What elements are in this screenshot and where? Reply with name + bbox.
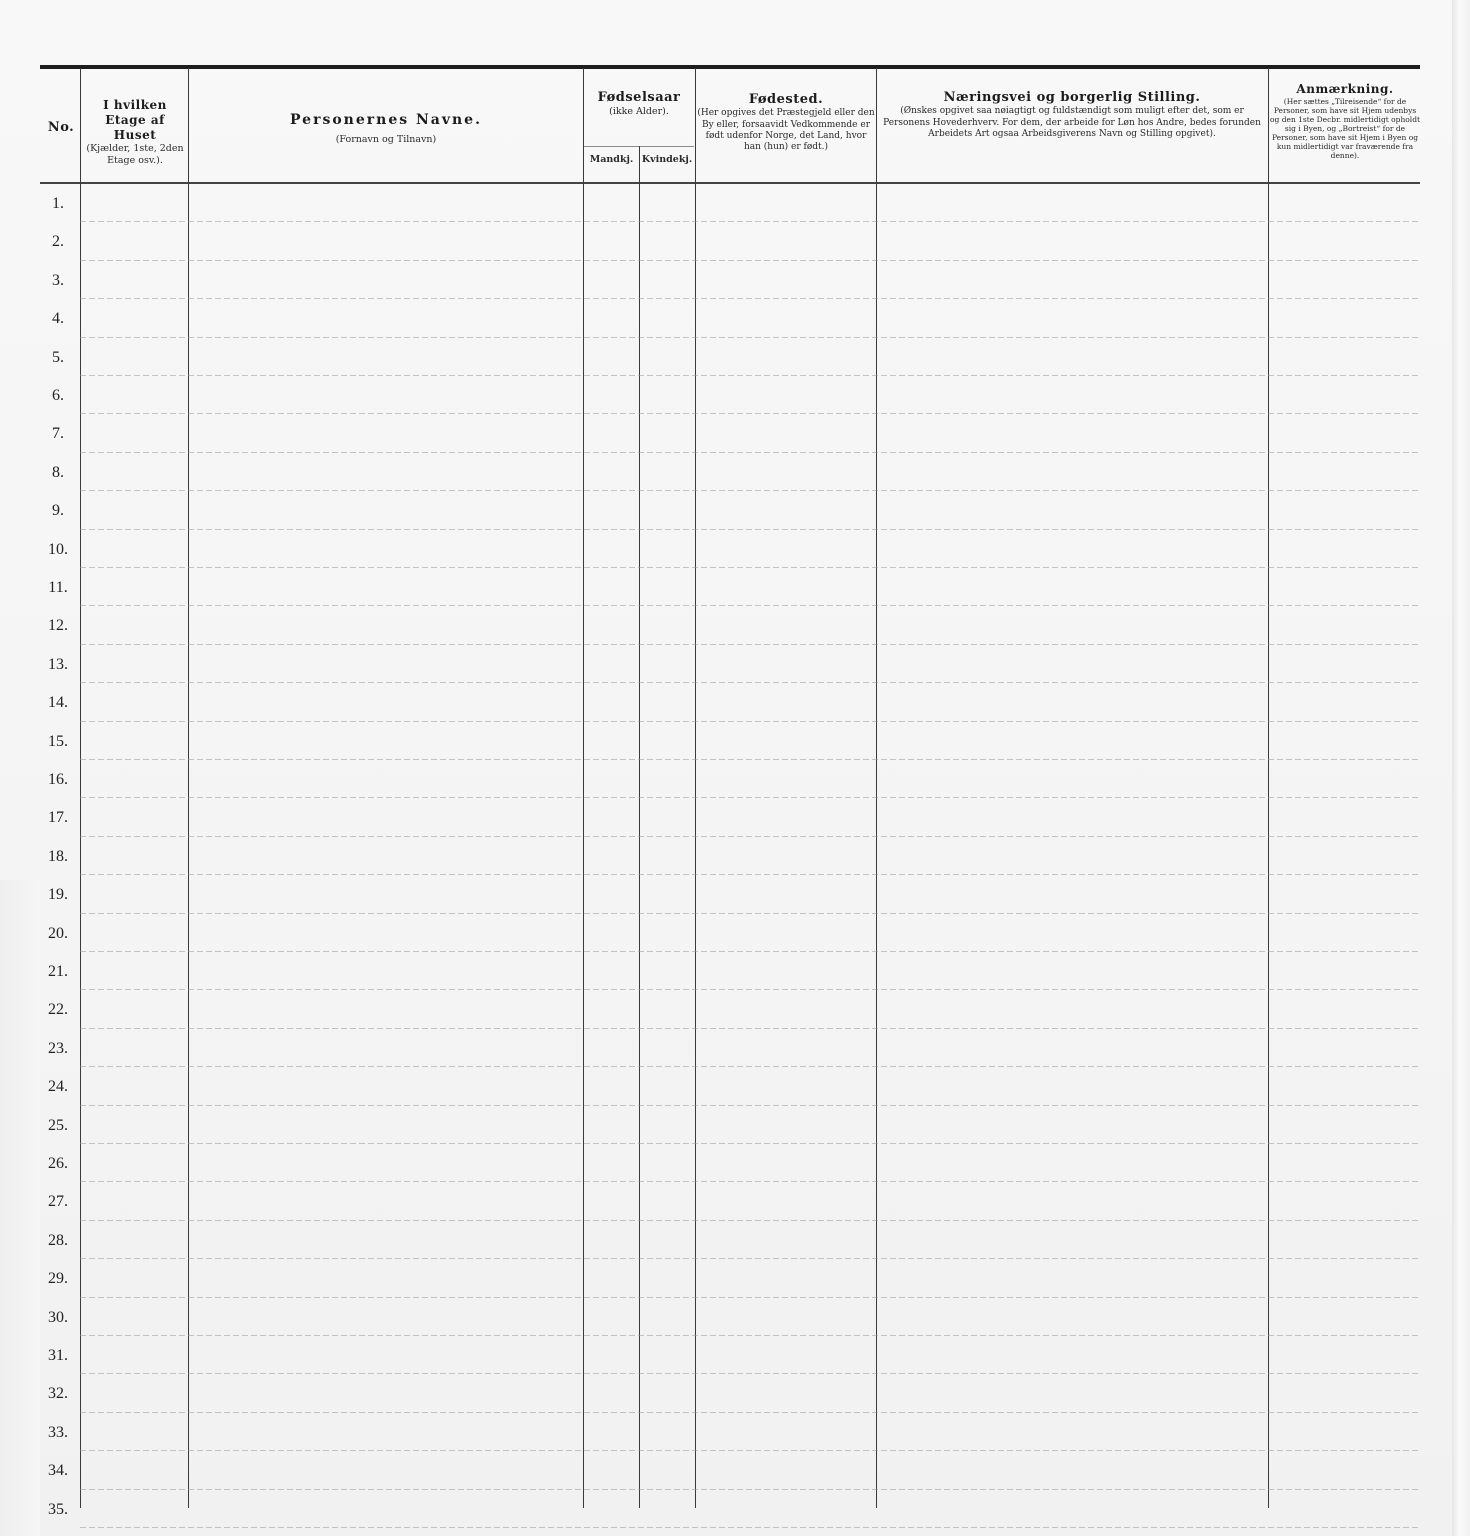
row-number: 15.	[48, 732, 68, 750]
row-rule	[80, 529, 1418, 530]
row-number: 10.	[48, 540, 68, 558]
row-number: 1.	[52, 195, 64, 212]
row-rule	[80, 298, 1418, 299]
row-rule	[80, 951, 1418, 952]
row-number: 3.	[52, 271, 64, 289]
row-rule	[80, 490, 1418, 491]
row-number: 13.	[48, 655, 68, 673]
row-rule	[80, 1297, 1418, 1298]
col-divider-no	[80, 68, 81, 1508]
row-rule	[80, 605, 1418, 606]
paper-left-edge	[0, 880, 40, 1536]
row-rule	[80, 874, 1418, 875]
row-rule	[80, 567, 1418, 568]
row-number: 18.	[48, 847, 68, 865]
col-divider-kvindekj	[695, 68, 696, 1508]
row-rule	[80, 337, 1418, 338]
header-fodselsaar	[584, 90, 694, 118]
header-fodselsaar-title: Fødselsaar	[597, 90, 681, 105]
row-number: 11.	[48, 579, 68, 596]
row-rule	[80, 759, 1418, 760]
header-anmaerkning	[1270, 82, 1420, 160]
row-number: 28.	[48, 1231, 68, 1249]
row-number: 7.	[52, 425, 64, 443]
header-fodested-sub: (Her opgives det Præstegjeld eller den By eller, forsaavidt Vedkommende er født udenfor Norge, det Land, hvor han (hun) er født.)	[697, 108, 875, 152]
row-number: 33.	[48, 1423, 68, 1441]
row-rule	[80, 1143, 1418, 1144]
row-rule	[80, 1028, 1418, 1029]
row-rule	[80, 1450, 1418, 1451]
row-number: 8.	[52, 463, 64, 481]
row-number: 20.	[48, 924, 68, 942]
header-fodselsaar-sub: (ikke Alder).	[609, 106, 669, 118]
row-rule	[80, 375, 1418, 376]
row-rule	[80, 260, 1418, 261]
row-number: 29.	[48, 1270, 68, 1288]
row-rule	[80, 221, 1418, 222]
row-rule	[80, 797, 1418, 798]
header-navne	[190, 112, 582, 145]
row-number: 12.	[48, 617, 68, 635]
row-rule	[80, 1258, 1418, 1259]
header-anm-sub: (Her sættes „Tilreisende“ for de Personer, som have sit Hjem udenbys og den 1ste Decbr. midlertidigt opholdt sig i Byen, og „Bortreist“ for de Personer, som have sit Hjem i Byen og kun midlertidigt var fraværende fra denne).	[1270, 97, 1421, 160]
header-fodested	[697, 92, 875, 153]
row-number: 21.	[48, 963, 68, 980]
header-kvindekj: Kvindekj.	[641, 154, 693, 165]
header-mandkj: Mandkj.	[589, 154, 634, 165]
row-number: 14.	[48, 694, 68, 712]
row-rule	[80, 1527, 1418, 1528]
row-rule	[80, 836, 1418, 837]
header-etage	[82, 98, 188, 167]
row-number: 17.	[48, 809, 68, 827]
header-anm-title: Anmærkning.	[1296, 82, 1394, 96]
row-rule	[80, 1181, 1418, 1182]
row-number: 31.	[48, 1347, 68, 1364]
col-divider-mandkj	[639, 146, 640, 1508]
paper-right-edge	[1452, 0, 1470, 1536]
header-bottom-rule	[40, 182, 1420, 184]
header-navne-sub: (Fornavn og Tilnavn)	[335, 133, 437, 145]
row-rule	[80, 1066, 1418, 1067]
header-naering	[880, 90, 1264, 140]
row-number: 23.	[48, 1039, 68, 1057]
row-rule	[80, 1373, 1418, 1374]
row-number: 24.	[48, 1078, 68, 1096]
header-no: No.	[47, 120, 75, 135]
row-rule	[80, 1220, 1418, 1221]
header-etage-title: I hvilken Etage af Huset	[103, 98, 167, 142]
header-navne-title: Personernes Navne.	[290, 112, 482, 128]
top-rule	[40, 65, 1420, 69]
row-rule	[80, 644, 1418, 645]
row-rule	[80, 721, 1418, 722]
row-rule	[80, 682, 1418, 683]
row-rule	[80, 1335, 1418, 1336]
row-number: 34.	[48, 1462, 68, 1480]
row-number: 22.	[48, 1001, 68, 1019]
row-rule	[80, 1105, 1418, 1106]
row-number: 6.	[52, 387, 64, 404]
row-number: 26.	[48, 1155, 68, 1172]
row-rule	[80, 452, 1418, 453]
row-rule	[80, 989, 1418, 990]
row-number: 9.	[52, 502, 64, 520]
header-fodested-title: Fødested.	[748, 92, 824, 107]
row-number: 16.	[48, 771, 68, 788]
row-rule	[80, 1412, 1418, 1413]
row-number: 35.	[48, 1500, 68, 1518]
row-number: 27.	[48, 1193, 68, 1211]
row-number: 30.	[48, 1308, 68, 1326]
row-number: 32.	[48, 1385, 68, 1403]
header-naering-sub: (Ønskes opgivet saa nøiagtigt og fuldstændigt som muligt efter det, som er Personens Hovederhverv. For dem, der arbeide for Løn hos Andre, bedes forunden Arbeidets Art ogsaa Arbeidsgiverens Navn og Stilling opgivet).	[883, 106, 1261, 139]
row-rule	[80, 413, 1418, 414]
row-number: 5.	[52, 348, 64, 366]
row-rule	[80, 913, 1418, 914]
header-etage-sub: (Kjælder, 1ste, 2den Etage osv.).	[86, 143, 184, 166]
header-naering-title: Næringsvei og borgerlig Stilling.	[943, 90, 1201, 105]
col-divider-naering	[1268, 68, 1269, 1508]
row-number: 25.	[48, 1116, 68, 1134]
row-number: 19.	[48, 886, 68, 904]
row-rule	[80, 1489, 1418, 1490]
row-number: 2.	[52, 233, 64, 251]
col-divider-etage	[188, 68, 189, 1508]
col-divider-fodested	[876, 68, 877, 1508]
col-divider-navne	[583, 68, 584, 1508]
row-number: 4.	[52, 310, 64, 328]
